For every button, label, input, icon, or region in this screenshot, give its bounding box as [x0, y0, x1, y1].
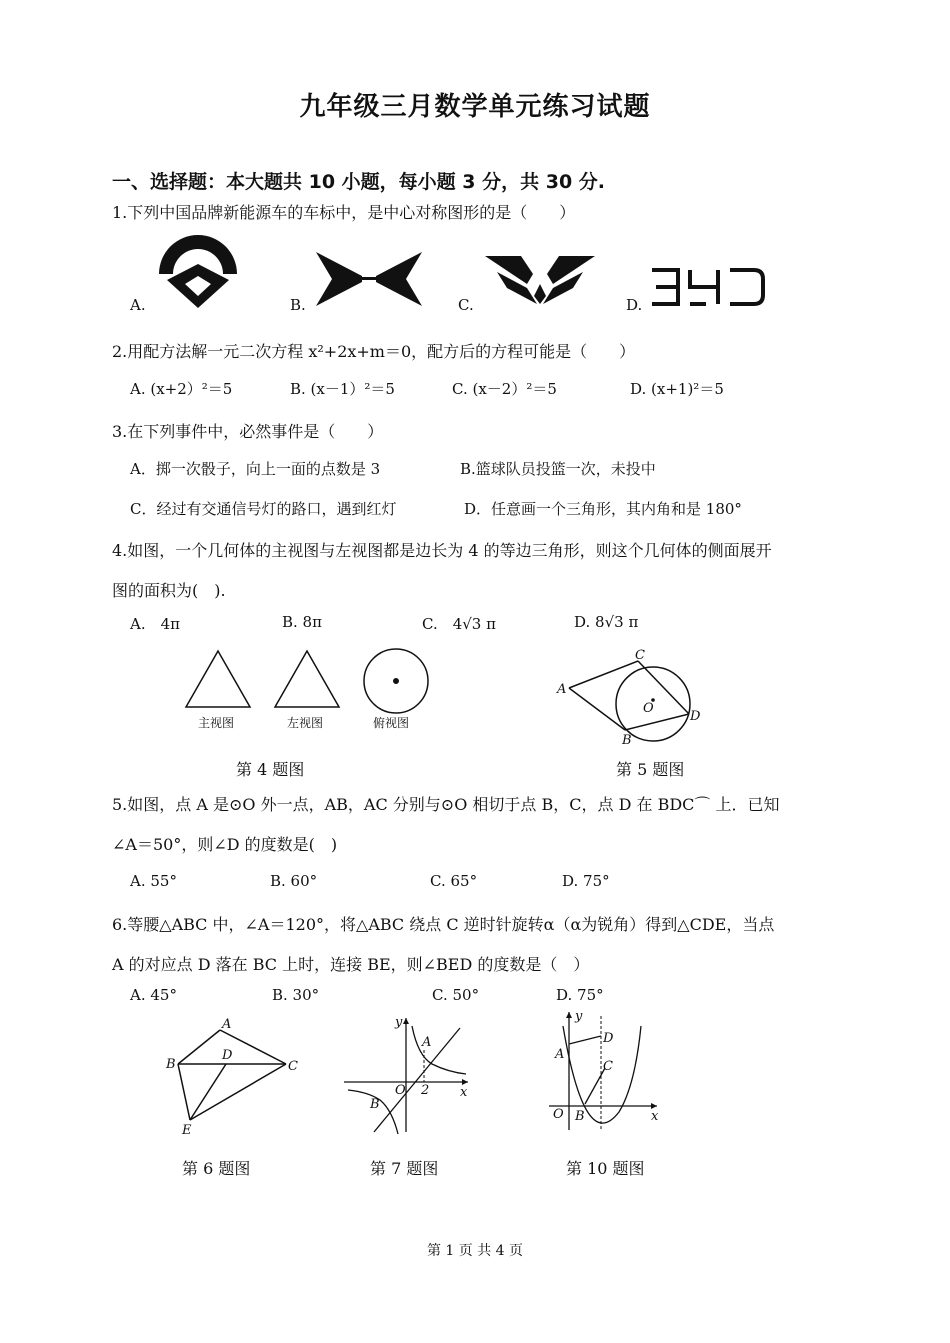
q5-option-b[interactable]: B. 60°: [270, 872, 318, 890]
fig7-label-b: B: [370, 1097, 380, 1112]
page-title: 九年级三月数学单元练习试题: [299, 92, 651, 122]
q4-option-c[interactable]: C. 4√3 π: [422, 615, 496, 633]
q6-option-c[interactable]: C. 50°: [432, 986, 480, 1004]
question-6-line-2: A 的对应点 D 落在 BC 上时，连接 BE，则∠BED 的度数是（ ）: [112, 955, 590, 974]
q6-option-d[interactable]: D. 75°: [556, 986, 604, 1004]
logo-b-icon: [314, 250, 424, 308]
q6-option-b[interactable]: B. 30°: [272, 986, 320, 1004]
q3-option-b[interactable]: B.篮球队员投篮一次，未投中: [460, 460, 656, 478]
fig7-label-y: y: [395, 1015, 403, 1030]
q1-option-b[interactable]: B.: [290, 296, 306, 314]
q2-option-a[interactable]: A. (x+2）²＝5: [130, 380, 233, 398]
question-4-line-2: 图的面积为( ).: [112, 581, 226, 600]
logo-d-icon: [650, 266, 766, 308]
section-heading: 一、选择题：本大题共 10 小题，每小题 3 分，共 30 分.: [112, 171, 606, 193]
fig7-label-o: O: [395, 1083, 406, 1098]
figure-4-views: [180, 645, 440, 711]
fig7-label-a: A: [422, 1035, 432, 1050]
fig6-label-b: B: [166, 1057, 176, 1072]
q1-option-c[interactable]: C.: [458, 296, 474, 314]
fig10-label-d: D: [603, 1031, 614, 1046]
front-view-label: 主视图: [198, 716, 235, 730]
q3-option-d[interactable]: D．任意画一个三角形，其内角和是 180°: [464, 500, 742, 518]
top-view-label: 俯视图: [373, 716, 410, 730]
fig10-label-y: y: [575, 1009, 583, 1024]
q4-option-d[interactable]: D. 8√3 π: [574, 613, 639, 631]
figure-5-caption: 第 5 题图: [616, 760, 685, 779]
logo-a-icon: [157, 234, 239, 310]
q4-option-b[interactable]: B. 8π: [282, 613, 322, 631]
fig10-label-a: A: [555, 1047, 565, 1062]
q2-option-b[interactable]: B. (x－1）²＝5: [290, 380, 395, 398]
question-3: 3.在下列事件中，必然事件是（ ）: [112, 422, 384, 441]
fig7-label-2: 2: [421, 1083, 430, 1098]
figure-5-diagram: [555, 650, 705, 750]
logo-c-icon: [483, 254, 597, 306]
fig5-label-d: D: [690, 709, 701, 724]
q2-option-d[interactable]: D. (x+1)²＝5: [630, 380, 724, 398]
question-4-line-1: 4.如图，一个几何体的主视图与左视图都是边长为 4 的等边三角形，则这个几何体的侧面展开: [112, 541, 772, 560]
fig5-label-c: C: [635, 648, 645, 663]
question-5-line-1: 5.如图，点 A 是⊙O 外一点，AB，AC 分别与⊙O 相切于点 B，C，点 D 在 BDC⌒ 上．已知: [112, 795, 780, 814]
figure-6-diagram: [160, 1012, 310, 1137]
figure-7-caption: 第 7 题图: [370, 1159, 439, 1178]
q6-option-a[interactable]: A. 45°: [130, 986, 177, 1004]
q3-option-a[interactable]: A．掷一次骰子，向上一面的点数是 3: [130, 460, 381, 478]
figure-10-caption: 第 10 题图: [566, 1159, 645, 1178]
q3-option-c[interactable]: C．经过有交通信号灯的路口，遇到红灯: [130, 500, 397, 518]
fig7-label-x: x: [460, 1085, 468, 1100]
fig5-label-b: B: [622, 733, 632, 748]
question-5-line-2: ∠A＝50°，则∠D 的度数是( ): [112, 835, 338, 854]
question-6-line-1: 6.等腰△ABC 中，∠A＝120°，将△ABC 绕点 C 逆时针旋转α（α为锐角）得到△CDE，当点: [112, 915, 775, 934]
figure-6-caption: 第 6 题图: [182, 1159, 251, 1178]
q2-option-c[interactable]: C. (x－2）²＝5: [452, 380, 557, 398]
left-view-label: 左视图: [287, 716, 324, 730]
fig6-label-a: A: [222, 1017, 232, 1032]
fig10-label-x: x: [651, 1109, 659, 1124]
fig6-label-e: E: [182, 1123, 192, 1138]
question-1: 1.下列中国品牌新能源车的车标中，是中心对称图形的是（ ）: [112, 203, 576, 222]
q1-option-a[interactable]: A.: [130, 296, 146, 314]
figure-7-graph: [340, 1012, 475, 1137]
fig6-label-c: C: [288, 1059, 298, 1074]
q5-option-a[interactable]: A. 55°: [130, 872, 177, 890]
question-2: 2.用配方法解一元二次方程 x²+2x+m＝0，配方后的方程可能是（ ）: [112, 342, 636, 361]
fig5-label-o: O: [643, 701, 654, 716]
fig10-label-o: O: [553, 1107, 564, 1122]
figure-10-graph: [545, 1006, 665, 1136]
q1-option-d[interactable]: D.: [626, 296, 643, 314]
page-footer: 第 1 页 共 4 页: [426, 1243, 524, 1259]
q5-option-d[interactable]: D. 75°: [562, 872, 610, 890]
q5-option-c[interactable]: C. 65°: [430, 872, 478, 890]
fig10-label-b: B: [575, 1109, 585, 1124]
fig10-label-c: C: [603, 1059, 613, 1074]
figure-4-caption: 第 4 题图: [236, 760, 305, 779]
fig6-label-d: D: [222, 1048, 233, 1063]
q4-option-a[interactable]: A. 4π: [130, 615, 181, 633]
fig5-label-a: A: [557, 682, 567, 697]
